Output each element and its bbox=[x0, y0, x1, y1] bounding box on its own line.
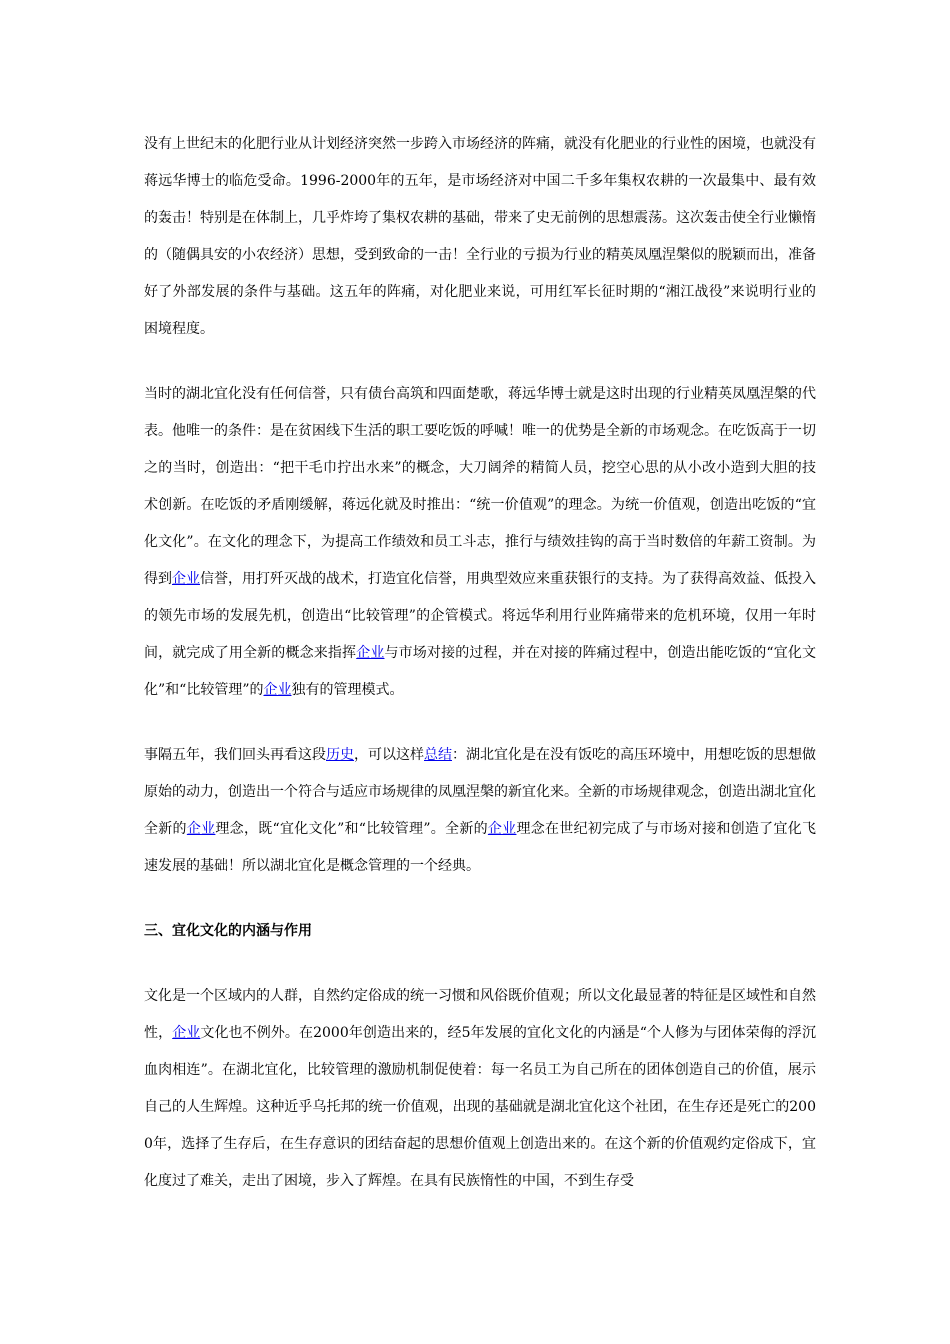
paragraph-2 bbox=[144, 376, 816, 709]
paragraph-text: 信誉，用打歼灭战的战术，打造宜化信誉，用典型效应来重获银行的支持。为了获得高效益、低投入的领先市场的发展先机，创造出“比较管理”的企管模式。将远华利用行业阵痛带来的危机环境，仅用一年时间，就完成了用全新的概念来指挥 bbox=[144, 571, 816, 661]
paragraph-text: 与市场对接的过程，并在对接的阵痛过程中，创造出能吃饭的“宜化文化”和“比较管理”的 bbox=[144, 645, 817, 698]
paragraph-3 bbox=[144, 737, 816, 885]
paragraph-text: 没有上世纪末的化肥行业从计划经济突然一步跨入市场经济的阵痛，就没有化肥业的行业性的困境，也就没有蒋远华博士的临危受命。1996-2000年的五年，是市场经济对中国二千多年集权农耕的一次最集中、最有效的轰击！特别是在体制上，几乎炸垮了集权农耕的基础，带来了史无前例的思想震荡。这次轰击使全行业懒惰的（随偶具安的小农经济）思想，受到致命的一击！全行业的亏损为行业的精英凤凰涅槃似的脱颖而出，准备好了外部发展的条件与基础。这五年的阵痛，对化肥业来说，可用红军长征时期的“湘江战役”来说明行业的困境程度。 bbox=[144, 136, 816, 337]
link-zongjie[interactable]: 总结 bbox=[424, 747, 452, 763]
paragraph-text: 事隔五年，我们回头再看这段 bbox=[144, 747, 326, 763]
document-page bbox=[144, 126, 816, 1228]
paragraph-text: 文化是一个区域内的人群，自然约定俗成的统一习惯和风俗既价值观；所以文化最显著的特征是区域性和自然性， bbox=[144, 988, 816, 1041]
link-qiye[interactable]: 企业 bbox=[487, 821, 517, 837]
link-qiye[interactable]: 企业 bbox=[356, 645, 385, 661]
paragraph-1 bbox=[144, 126, 816, 348]
paragraph-text: 理念，既“宜化文化”和“比较管理”。全新的 bbox=[215, 821, 488, 837]
paragraph-text: 当时的湖北宜化没有任何信誉，只有债台高筑和四面楚歌，蒋远华博士就是这时出现的行业精英凤凰涅槃的代表。他唯一的条件：是在贫困线下生活的职工要吃饭的呼喊！唯一的优势是全新的市场观念。在吃饭高于一切之的当时，创造出：“把干毛巾拧出水来”的概念，大刀阔斧的精简人员，挖空心思的从小改小造到大胆的技术创新。在吃饭的矛盾刚缓解，蒋远化就及时推出：“统一价值观”的理念。为统一价值观，创造出吃饭的“宜化文化”。在文化的理念下，为提高工作绩效和员工斗志，推行与绩效挂钩的高于当时数倍的年薪工资制。为得到 bbox=[144, 386, 816, 587]
link-lishi[interactable]: 历史 bbox=[326, 747, 354, 763]
paragraph-4 bbox=[144, 978, 816, 1200]
paragraph-text: 独有的管理模式。 bbox=[291, 682, 404, 698]
paragraph-text: ：湖北宜化是在没有饭吃的高压环境中，用想吃饭的思想做原始的动力，创造出一个符合与适应市场规律的凤凰涅槃的新宜化来。全新的市场规律观念，创造出湖北宜化全新的 bbox=[144, 747, 816, 837]
section-heading: 三、宜化文化的内涵与作用 bbox=[144, 923, 312, 939]
link-qiye[interactable]: 企业 bbox=[186, 821, 216, 837]
link-qiye[interactable]: 企业 bbox=[263, 682, 292, 698]
link-qiye[interactable]: 企业 bbox=[172, 1025, 201, 1041]
paragraph-text: 文化也不例外。在2000年创造出来的，经5年发展的宜化文化的内涵是“个人修为与团体荣侮的浮沉血肉相连”。在湖北宜化，比较管理的激励机制促使着：每一名员工为自己所在的团体创造自己的价值，展示自己的人生辉煌。这种近乎乌托邦的统一价值观，出现的基础就是湖北宜化这个社团，在生存还是死亡的2000年，选择了生存后，在生存意识的团结奋起的思想价值观上创造出来的。在这个新的价值观约定俗成下，宜化度过了难关，走出了困境，步入了辉煌。在具有民族惰性的中国，不到生存受 bbox=[144, 1025, 816, 1189]
paragraph-text: 理念在世纪初完成了与市场对接和创造了宜化飞速发展的基础！所以湖北宜化是概念管理的一个经典。 bbox=[144, 821, 817, 874]
paragraph-text: ，可以这样 bbox=[354, 747, 424, 763]
link-qiye[interactable]: 企业 bbox=[172, 571, 200, 587]
